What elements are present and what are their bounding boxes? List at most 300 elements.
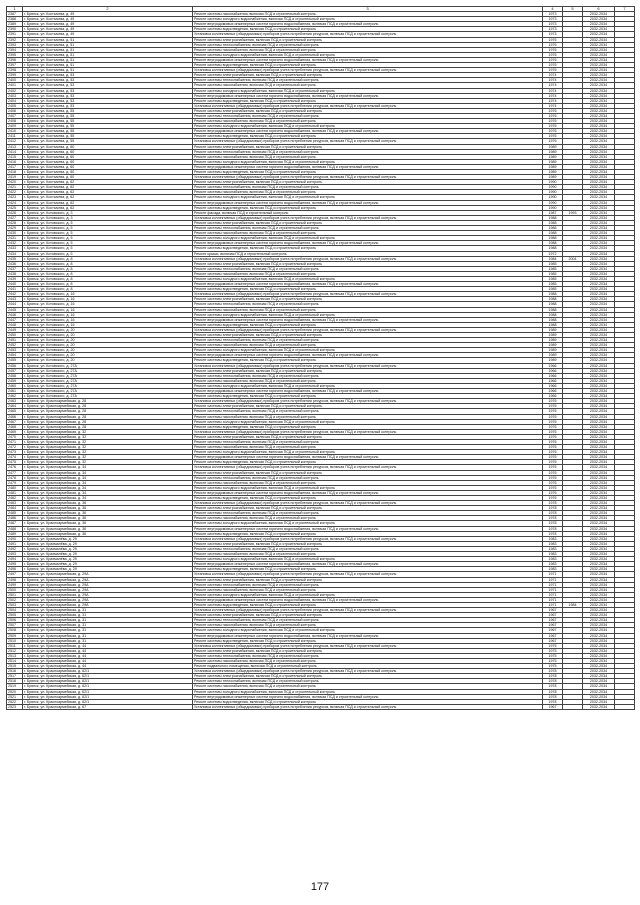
table-cell: г. Брянск, ул. Котовского, д. 27А: [23, 373, 193, 378]
table-cell: 1983: [543, 567, 563, 572]
table-cell: г. Брянск, ул. Костычева, д. 51: [23, 37, 193, 42]
table-cell: г. Брянск, ул. Котовского, д. 20: [23, 333, 193, 338]
table-cell: 2482: [7, 496, 23, 501]
table-cell: 2478: [7, 475, 23, 480]
table-cell: г. Брянск, ул. Костычева, д. 49: [23, 12, 193, 17]
table-cell: 2032-2034: [583, 32, 615, 37]
table-cell: г. Брянск, ул. Красноармейская, д. 31: [23, 628, 193, 633]
table-cell: Ремонт системы холодного водоснабжения, включая ПСД и строительный контроль: [193, 236, 543, 241]
table-cell: 2397: [7, 63, 23, 68]
table-cell: 1967: [543, 628, 563, 633]
table-cell: г. Брянск, ул. Котовского, д. 5: [23, 236, 193, 241]
table-cell: 2032-2034: [583, 73, 615, 78]
table-cell: г. Брянск, ул. Костычева, д. 53: [23, 88, 193, 93]
table-cell: 2459: [7, 378, 23, 383]
table-cell: 2444: [7, 302, 23, 307]
table-cell: Ремонт системы теплоснабжения, включая ПСД и строительный контроль: [193, 266, 543, 271]
table-cell: 2032-2034: [583, 261, 615, 266]
table-cell: 1990: [543, 195, 563, 200]
table-cell: 2032-2034: [583, 699, 615, 704]
table-cell: г. Брянск, ул. Красноармейская, д. 62/1: [23, 679, 193, 684]
table-cell: 2420: [7, 180, 23, 185]
table-cell: 2409: [7, 124, 23, 129]
table-cell: 2391: [7, 32, 23, 37]
table-cell: Ремонт внутридомовых инженерных систем горячего водоснабжения, включая ПСД и строительный контроль: [193, 490, 543, 495]
table-cell: 1967: [543, 608, 563, 613]
table-cell: Ремонт системы холодного водоснабжения, включая ПСД и строительный контроль: [193, 521, 543, 526]
table-cell: Установка коллективных (общедомовых) приборов учета потребления ресурсов, включая ПСД и строительный контроль: [193, 292, 543, 297]
table-cell: 2032-2034: [583, 511, 615, 516]
table-cell: Ремонт системы водоотведения, включая ПСД и строительный контроль: [193, 602, 543, 607]
table-cell: Установка коллективных (общедомовых) приборов учета потребления ресурсов, включая ПСД и строительный контроль: [193, 536, 543, 541]
table-cell: 2032-2034: [583, 119, 615, 124]
table-cell: 1966: [543, 378, 563, 383]
table-cell: 1985: [543, 282, 563, 287]
table-cell: 2476: [7, 465, 23, 470]
table-cell: 2032-2034: [583, 47, 615, 52]
table-cell: Ремонт системы газоснабжения, включая ПСД и строительный контроль: [193, 623, 543, 628]
table-cell: 2456: [7, 363, 23, 368]
table-cell: 2504: [7, 608, 23, 613]
table-cell: Ремонт системы электроснабжения, включая ПСД и строительный контроль: [193, 434, 543, 439]
table-cell: 2032-2034: [583, 429, 615, 434]
table-cell: Ремонт системы газоснабжения, включая ПСД и строительный контроль: [193, 445, 543, 450]
table-cell: Ремонт системы электроснабжения, включая ПСД и строительный контроль: [193, 73, 543, 78]
table-cell: 1972: [543, 251, 563, 256]
table-cell: г. Брянск, ул. Костычева, д. 60: [23, 175, 193, 180]
table-cell: Ремонт системы холодного водоснабжения, включая ПСД и строительный контроль: [193, 419, 543, 424]
table-cell: Ремонт системы газоснабжения, включая ПСД и строительный контроль: [193, 516, 543, 521]
table-cell: г. Брянск, ул. Костычева, д. 55: [23, 139, 193, 144]
table-cell: Ремонт системы теплоснабжения, включая ПСД и строительный контроль: [193, 302, 543, 307]
table-cell: 1988: [543, 317, 563, 322]
table-cell: Ремонт внутридомовых инженерных систем горячего водоснабжения, включая ПСД и строительный контроль: [193, 694, 543, 699]
table-cell: 1975: [543, 664, 563, 669]
table-cell: 2032-2034: [583, 108, 615, 113]
table-cell: 2393: [7, 42, 23, 47]
table-cell: 2521: [7, 694, 23, 699]
table-cell: 1971: [543, 587, 563, 592]
table-cell: г. Брянск, ул. Костычева, д. 55: [23, 113, 193, 118]
table-cell: 2032-2034: [583, 282, 615, 287]
table-cell: 1976: [543, 124, 563, 129]
table-cell: Ремонт системы холодного водоснабжения, включая ПСД и строительный контроль: [193, 485, 543, 490]
table-cell: [563, 704, 583, 709]
table-cell: 2032-2034: [583, 297, 615, 302]
table-cell: Ремонт внутридомовых инженерных систем горячего водоснабжения, включая ПСД и строительный контроль: [193, 164, 543, 169]
table-cell: 2408: [7, 119, 23, 124]
table-cell: г. Брянск, ул. Красноармейская, д. 29А: [23, 597, 193, 602]
table-cell: 1989: [543, 343, 563, 348]
table-cell: Ремонт системы газоснабжения, включая ПСД и строительный контроль: [193, 343, 543, 348]
table-cell: г. Брянск, ул. Котовского, д. 27А: [23, 383, 193, 388]
table-cell: 2032-2034: [583, 149, 615, 154]
table-cell: 2437: [7, 266, 23, 271]
table-cell: 2032-2034: [583, 164, 615, 169]
table-cell: 2032-2034: [583, 302, 615, 307]
table-cell: 1989: [543, 154, 563, 159]
table-cell: 2424: [7, 200, 23, 205]
table-cell: 1989: [543, 358, 563, 363]
table-cell: Ремонт системы газоснабжения, включая ПСД и строительный контроль: [193, 47, 543, 52]
table-cell: г. Брянск, ул. Красноармейская, д. 44: [23, 643, 193, 648]
table-cell: Ремонт системы электроснабжения, включая ПСД и строительный контроль: [193, 470, 543, 475]
table-cell: 2410: [7, 129, 23, 134]
table-cell: 1983: [543, 562, 563, 567]
table-cell: 2449: [7, 327, 23, 332]
table-cell: Ремонт системы холодного водоснабжения, включая ПСД и строительный контроль: [193, 383, 543, 388]
table-cell: 1987: [543, 210, 563, 215]
table-cell: Ремонт системы теплоснабжения, включая ПСД и строительный контроль: [193, 439, 543, 444]
table-cell: 1989: [543, 149, 563, 154]
table-cell: 2032-2034: [583, 490, 615, 495]
table-cell: Ремонт внутридомовых инженерных систем горячего водоснабжения, включая ПСД и строительный контроль: [193, 241, 543, 246]
table-cell: 1976: [543, 119, 563, 124]
table-cell: г. Брянск, ул. Красноармейская, д. 32: [23, 429, 193, 434]
table-cell: г. Брянск, ул. Крахмалёва, д. 29: [23, 567, 193, 572]
table-cell: 2477: [7, 470, 23, 475]
table-cell: Установка коллективных (общедомовых) приборов учета потребления ресурсов, включая ПСД и строительный контроль: [193, 572, 543, 577]
table-cell: 2441: [7, 287, 23, 292]
table-cell: 2032-2034: [583, 485, 615, 490]
column-header: 2: [23, 7, 193, 12]
table-cell: 2032-2034: [583, 536, 615, 541]
table-cell: Ремонт системы холодного водоснабжения, включая ПСД и строительный контроль: [193, 628, 543, 633]
column-header: 3: [193, 7, 543, 12]
table-cell: г. Брянск, ул. Красноармейская, д. 31: [23, 638, 193, 643]
table-cell: г. Брянск, ул. Котовского, д. 5: [23, 241, 193, 246]
table-cell: 1988: [543, 246, 563, 251]
table-cell: г. Брянск, ул. Костычева, д. 55: [23, 119, 193, 124]
table-cell: 2470: [7, 434, 23, 439]
table-cell: г. Брянск, ул. Костычева, д. 62: [23, 185, 193, 190]
table-cell: г. Брянск, ул. Котовского, д. 16: [23, 297, 193, 302]
table-cell: г. Брянск, ул. Крахмалёва, д. 29: [23, 541, 193, 546]
table-cell: г. Брянск, ул. Костычева, д. 55: [23, 134, 193, 139]
table-cell: г. Брянск, ул. Красноармейская, д. 34: [23, 496, 193, 501]
table-cell: 2496: [7, 567, 23, 572]
table-cell: 1974: [543, 78, 563, 83]
table-cell: 2451: [7, 338, 23, 343]
table-cell: 2032-2034: [583, 52, 615, 57]
table-cell: 2032-2034: [583, 689, 615, 694]
table-cell: г. Брянск, ул. Котовского, д. 16: [23, 292, 193, 297]
table-cell: 2032-2034: [583, 470, 615, 475]
table-cell: 1976: [543, 52, 563, 57]
table-cell: Установка коллективных (общедомовых) приборов учета потребления ресурсов, включая ПСД и строительный контроль: [193, 643, 543, 648]
table-cell: 2433: [7, 246, 23, 251]
table-cell: Ремонт системы электроснабжения, включая ПСД и строительный контроль: [193, 108, 543, 113]
table-cell: г. Брянск, ул. Котовского, д. 5: [23, 220, 193, 225]
table-cell: 1966: [543, 394, 563, 399]
table-cell: г. Брянск, ул. Костычева, д. 55: [23, 108, 193, 113]
table-cell: г. Брянск, ул. Красноармейская, д. 31: [23, 608, 193, 613]
table-body: [7, 12, 635, 710]
table-cell: г. Брянск, ул. Костычева, д. 53: [23, 83, 193, 88]
table-cell: Ремонт системы холодного водоснабжения, включая ПСД и строительный контроль: [193, 159, 543, 164]
table-cell: 2032-2034: [583, 200, 615, 205]
table-cell: 2032-2034: [583, 175, 615, 180]
table-cell: г. Брянск, ул. Котовского, д. 16: [23, 302, 193, 307]
table-cell: 2032-2034: [583, 139, 615, 144]
table-cell: Ремонт системы холодного водоснабжения, включая ПСД и строительный контроль: [193, 88, 543, 93]
table-cell: 2032-2034: [583, 363, 615, 368]
table-cell: 1974: [543, 98, 563, 103]
table-cell: г. Брянск, ул. Красноармейская, д. 36: [23, 526, 193, 531]
table-cell: 2498: [7, 577, 23, 582]
table-cell: 1990: [543, 205, 563, 210]
table-cell: Ремонт внутридомовых инженерных систем горячего водоснабжения, включая ПСД и строительный контроль: [193, 597, 543, 602]
table-cell: г. Брянск, ул. Котовского, д. 8: [23, 266, 193, 271]
table-cell: 1976: [543, 419, 563, 424]
table-cell: 2032-2034: [583, 271, 615, 276]
table-cell: 2513: [7, 653, 23, 658]
table-cell: 2032-2034: [583, 134, 615, 139]
table-cell: Установка коллективных (общедомовых) приборов учета потребления ресурсов, включая ПСД и строительный контроль: [193, 363, 543, 368]
table-cell: 1967: [543, 613, 563, 618]
table-cell: г. Брянск, ул. Котовского, д. 27А: [23, 394, 193, 399]
table-cell: 2032-2034: [583, 597, 615, 602]
table-cell: Ремонт системы холодного водоснабжения, включая ПСД и строительный контроль: [193, 276, 543, 281]
table-cell: 2523: [7, 704, 23, 709]
table-cell: 2516: [7, 669, 23, 674]
table-cell: 2032-2034: [583, 623, 615, 628]
table-cell: 2032-2034: [583, 399, 615, 404]
table-cell: 2452: [7, 343, 23, 348]
table-cell: г. Брянск, ул. Красноармейская, д. 28: [23, 404, 193, 409]
table-cell: 1967: [543, 704, 563, 709]
table-cell: 1978: [543, 506, 563, 511]
table-cell: 2414: [7, 149, 23, 154]
table-cell: г. Брянск, ул. Костычева, д. 60: [23, 144, 193, 149]
table-cell: г. Брянск, ул. Котовского, д. 5: [23, 231, 193, 236]
table-cell: Ремонт системы электроснабжения, включая ПСД и строительный контроль: [193, 577, 543, 582]
table-cell: 2032-2034: [583, 648, 615, 653]
table-cell: г. Брянск, ул. Костычева, д. 62: [23, 205, 193, 210]
table-cell: 1989: [543, 159, 563, 164]
table-cell: 2032-2034: [583, 37, 615, 42]
table-cell: 2511: [7, 643, 23, 648]
table-cell: 2445: [7, 307, 23, 312]
table-cell: 1966: [543, 373, 563, 378]
table-cell: 2512: [7, 648, 23, 653]
table-cell: Установка коллективных (общедомовых) приборов учета потребления ресурсов, включая ПСД и строительный контроль: [193, 32, 543, 37]
table-cell: 2500: [7, 587, 23, 592]
table-cell: Ремонт системы газоснабжения, включая ПСД и строительный контроль: [193, 307, 543, 312]
table-cell: г. Брянск, ул. Костычева, д. 62: [23, 180, 193, 185]
table-cell: Ремонт внутридомовых инженерных систем горячего водоснабжения, включая ПСД и строительный контроль: [193, 526, 543, 531]
table-cell: 2448: [7, 322, 23, 327]
table-cell: Ремонт системы электроснабжения, включая ПСД и строительный контроль: [193, 368, 543, 373]
table-cell: 2501: [7, 592, 23, 597]
table-cell: 2407: [7, 113, 23, 118]
table-cell: 2032-2034: [583, 694, 615, 699]
table-cell: г. Брянск, ул. Красноармейская, д. 29А: [23, 572, 193, 577]
table-cell: 2394: [7, 47, 23, 52]
table-cell: 1974: [543, 93, 563, 98]
table-cell: 2450: [7, 333, 23, 338]
table-cell: 2032-2034: [583, 129, 615, 134]
table-cell: Ремонт системы водоотведения, включая ПСД и строительный контроль: [193, 170, 543, 175]
table-cell: Ремонт системы водоотведения, включая ПСД и строительный контроль: [193, 496, 543, 501]
table-cell: 2032-2034: [583, 220, 615, 225]
table-cell: г. Брянск, ул. Красноармейская, д. 44: [23, 659, 193, 664]
table-cell: 2502: [7, 597, 23, 602]
repair-schedule-table: [6, 6, 635, 710]
table-cell: г. Брянск, ул. Красноармейская, д. 34: [23, 465, 193, 470]
table-cell: г. Брянск, ул. Красноармейская, д. 36: [23, 501, 193, 506]
table-cell: 2032-2034: [583, 434, 615, 439]
table-cell: 2417: [7, 164, 23, 169]
table-cell: 2032-2034: [583, 292, 615, 297]
table-cell: г. Брянск, ул. Красноармейская, д. 36: [23, 511, 193, 516]
table-cell: 2032-2034: [583, 317, 615, 322]
table-cell: Ремонт внутридомовых инженерных систем горячего водоснабжения, включая ПСД и строительный контроль: [193, 200, 543, 205]
table-cell: г. Брянск, ул. Костычева, д. 55: [23, 124, 193, 129]
table-cell: г. Брянск, ул. Крахмалёва, д. 29: [23, 536, 193, 541]
table-cell: 2406: [7, 108, 23, 113]
table-cell: Ремонт системы холодного водоснабжения, включая ПСД и строительный контроль: [193, 195, 543, 200]
table-cell: 1978: [543, 516, 563, 521]
table-cell: г. Брянск, ул. Костычева, д. 55: [23, 129, 193, 134]
table-cell: Ремонт системы газоснабжения, включая ПСД и строительный контроль: [193, 587, 543, 592]
table-cell: 2471: [7, 439, 23, 444]
table-cell: г. Брянск, ул. Красноармейская, д. 31: [23, 633, 193, 638]
table-row: [7, 704, 635, 709]
table-cell: Ремонт системы водоотведения, включая ПСД и строительный контроль: [193, 394, 543, 399]
table-cell: 1976: [543, 429, 563, 434]
table-cell: г. Брянск, ул. Красноармейская, д. 32: [23, 439, 193, 444]
table-cell: г. Брянск, ул. Красноармейская, д. 29А: [23, 602, 193, 607]
table-cell: Ремонт системы теплоснабжения, включая ПСД и строительный контроль: [193, 546, 543, 551]
table-cell: 2032-2034: [583, 674, 615, 679]
table-cell: г. Брянск, ул. Красноармейская, д. 32: [23, 450, 193, 455]
table-cell: г. Брянск, ул. Красноармейская, д. 32: [23, 460, 193, 465]
table-cell: 2032-2034: [583, 577, 615, 582]
table-cell: Ремонт системы электроснабжения, включая ПСД и строительный контроль: [193, 674, 543, 679]
table-cell: 1967: [543, 618, 563, 623]
table-cell: 2425: [7, 205, 23, 210]
table-cell: 2032-2034: [583, 659, 615, 664]
table-cell: 2032-2034: [583, 404, 615, 409]
table-cell: Ремонт внутридомовых инженерных систем горячего водоснабжения, включая ПСД и строительный контроль: [193, 353, 543, 358]
table-cell: 2426: [7, 210, 23, 215]
table-cell: 2032-2034: [583, 618, 615, 623]
table-cell: г. Брянск, ул. Котовского, д. 5: [23, 251, 193, 256]
table-cell: 2032-2034: [583, 450, 615, 455]
table-cell: г. Брянск, ул. Крахмалёва, д. 29: [23, 562, 193, 567]
table-cell: 2032-2034: [583, 506, 615, 511]
table-cell: 2522: [7, 699, 23, 704]
table-cell: г. Брянск, ул. Костычева, д. 51: [23, 68, 193, 73]
table-cell: Ремонт системы водоотведения, включая ПСД и строительный контроль: [193, 424, 543, 429]
table-cell: 1976: [543, 47, 563, 52]
table-cell: 1971: [543, 582, 563, 587]
table-cell: 2032-2034: [583, 236, 615, 241]
table-cell: 2032-2034: [583, 338, 615, 343]
table-cell: г. Брянск, ул. Красноармейская, д. 62/1: [23, 699, 193, 704]
table-cell: 1988: [543, 302, 563, 307]
table-cell: 2458: [7, 373, 23, 378]
table-cell: г. Брянск, ул. Красноармейская, д. 34: [23, 475, 193, 480]
table-cell: Ремонт системы теплоснабжения, включая ПСД и строительный контроль: [193, 113, 543, 118]
table-cell: г. Брянск, ул. Красноармейская, д. 36: [23, 521, 193, 526]
table-cell: 2032-2034: [583, 669, 615, 674]
table-cell: Ремонт системы теплоснабжения, включая ПСД и строительный контроль: [193, 409, 543, 414]
table-cell: 1976: [543, 439, 563, 444]
table-cell: 2485: [7, 511, 23, 516]
table-cell: 2446: [7, 312, 23, 317]
table-cell: г. Брянск, ул. Костычева, д. 51: [23, 52, 193, 57]
table-cell: Ремонт внутридомовых инженерных систем горячего водоснабжения, включая ПСД и строительный контроль: [193, 93, 543, 98]
table-cell: 2032-2034: [583, 424, 615, 429]
table-cell: 2432: [7, 241, 23, 246]
table-cell: 2032-2034: [583, 480, 615, 485]
table-cell: Ремонт системы холодного водоснабжения, включая ПСД и строительный контроль: [193, 17, 543, 22]
table-cell: 1976: [543, 445, 563, 450]
table-cell: 2401: [7, 83, 23, 88]
table-cell: 2032-2034: [583, 531, 615, 536]
table-cell: г. Брянск, ул. Красноармейская, д. 32: [23, 455, 193, 460]
table-cell: 2472: [7, 445, 23, 450]
table-cell: 2032-2034: [583, 42, 615, 47]
table-cell: 2032-2034: [583, 22, 615, 27]
table-cell: Ремонт системы водоотведения, включая ПСД и строительный контроль: [193, 638, 543, 643]
table-cell: г. Брянск, ул. Котовского, д. 16: [23, 307, 193, 312]
table-cell: 2430: [7, 231, 23, 236]
table-cell: 2413: [7, 144, 23, 149]
table-cell: 1988: [543, 312, 563, 317]
table-cell: 1989: [543, 170, 563, 175]
table-cell: г. Брянск, ул. Красноармейская, д. 28: [23, 419, 193, 424]
table-cell: г. Брянск, ул. Костычева, д. 53: [23, 78, 193, 83]
table-cell: Установка коллективных (общедомовых) приборов учета потребления ресурсов, включая ПСД и строительный контроль: [193, 103, 543, 108]
table-cell: 2490: [7, 536, 23, 541]
table-cell: 1983: [543, 546, 563, 551]
table-cell: 1988: [543, 215, 563, 220]
table-cell: 2032-2034: [583, 276, 615, 281]
table-cell: 2435: [7, 256, 23, 261]
table-cell: 2032-2034: [583, 567, 615, 572]
page-number: 177: [310, 881, 330, 893]
table-cell: 1973: [543, 12, 563, 17]
table-cell: 2032-2034: [583, 343, 615, 348]
table-cell: г. Брянск, ул. Красноармейская, д. 28: [23, 414, 193, 419]
table-cell: 2403: [7, 93, 23, 98]
table-cell: 1976: [543, 409, 563, 414]
table-cell: 2004: [563, 256, 583, 261]
table-cell: Ремонт внутридомовых инженерных систем горячего водоснабжения, включая ПСД и строительный контроль: [193, 389, 543, 394]
table-cell: 1989: [543, 333, 563, 338]
table-cell: 1975: [543, 653, 563, 658]
table-cell: г. Брянск, ул. Костычева, д. 53: [23, 93, 193, 98]
table-cell: Ремонт системы холодного водоснабжения, включая ПСД и строительный контроль: [193, 52, 543, 57]
table-cell: 1974: [543, 103, 563, 108]
table-cell: 2032-2034: [583, 195, 615, 200]
table-cell: Ремонт системы газоснабжения, включая ПСД и строительный контроль: [193, 552, 543, 557]
table-cell: г. Брянск, ул. Котовского, д. 3: [23, 215, 193, 220]
table-cell: 2032-2034: [583, 455, 615, 460]
table-cell: 2032-2034: [583, 57, 615, 62]
table-cell: 2032-2034: [583, 460, 615, 465]
table-cell: 2032-2034: [583, 180, 615, 185]
table-cell: Ремонт системы водоотведения, включая ПСД и строительный контроль: [193, 205, 543, 210]
table-cell: 1976: [543, 424, 563, 429]
table-cell: 2032-2034: [583, 98, 615, 103]
table-cell: 2032-2034: [583, 445, 615, 450]
table-cell: 2499: [7, 582, 23, 587]
table-cell: 1976: [543, 470, 563, 475]
